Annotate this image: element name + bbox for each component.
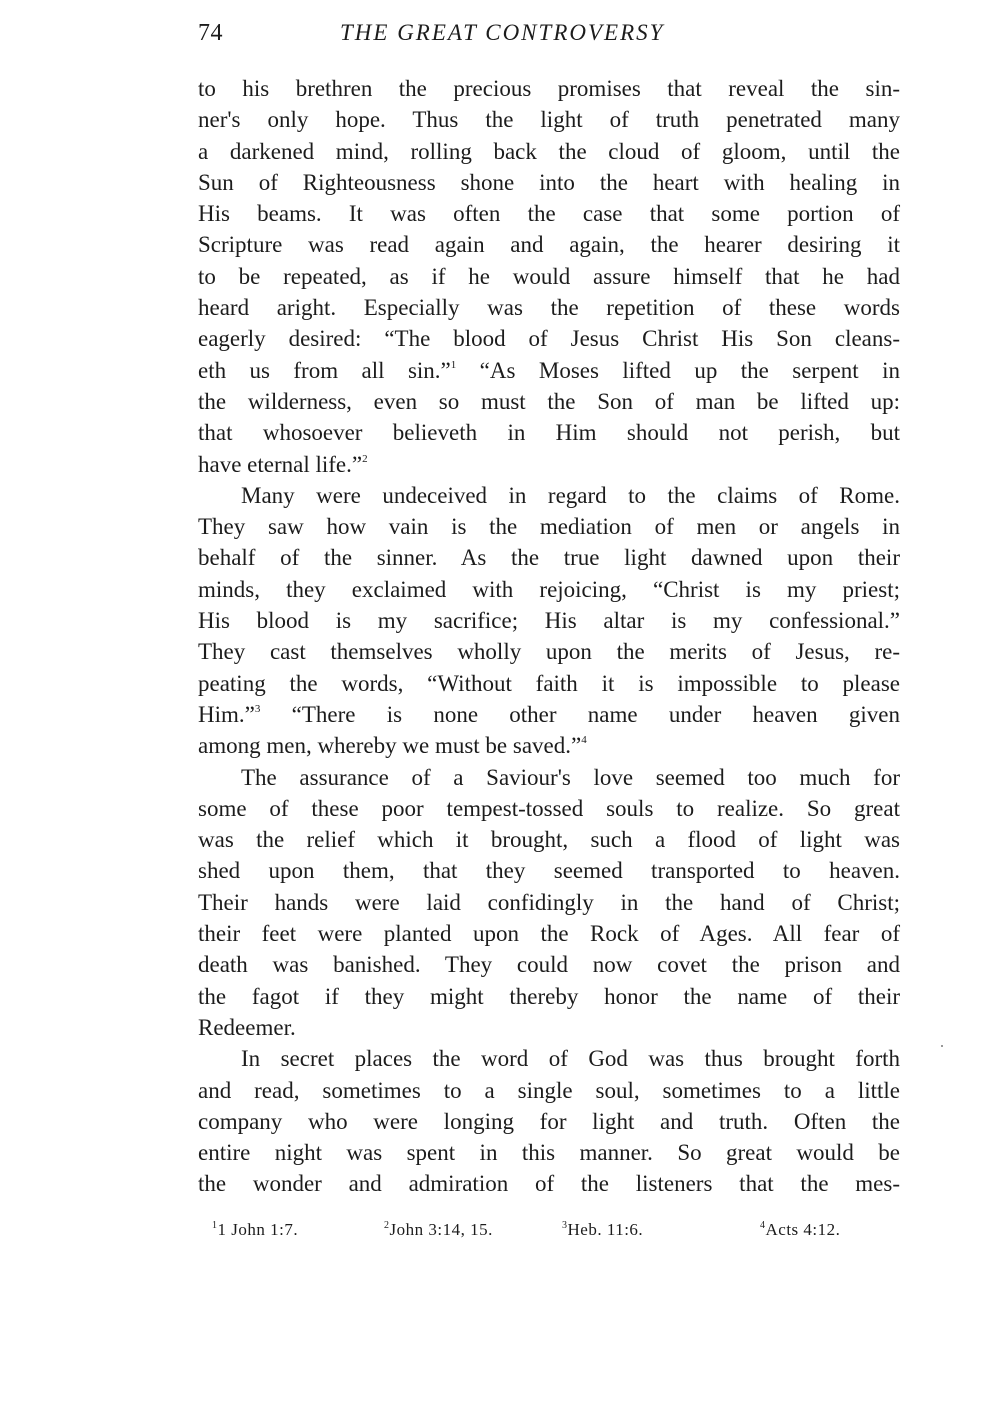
text-line bbox=[198, 762, 900, 793]
text-line bbox=[198, 104, 900, 135]
scan-speck bbox=[941, 1045, 943, 1047]
text-line bbox=[198, 417, 900, 448]
line-text: minds, they exclaimed with rejoicing, “Christ is my priest; bbox=[198, 576, 900, 602]
footnote-1 bbox=[212, 1220, 298, 1240]
footnote-marker: 1 bbox=[450, 358, 457, 371]
footnote-4 bbox=[760, 1220, 840, 1240]
line-text: ner's only hope. Thus the light of truth penetrated many bbox=[198, 107, 900, 133]
text-line bbox=[198, 699, 900, 730]
line-text: among men, whereby we must be saved.” bbox=[198, 733, 582, 759]
footnote-reference: Acts 4:12. bbox=[765, 1220, 841, 1239]
text-line bbox=[198, 386, 900, 417]
text-line bbox=[198, 542, 900, 573]
line-text: a darkened mind, rolling back the cloud of gloom, until the bbox=[198, 138, 900, 164]
line-text: company who were longing for light and truth. Often the bbox=[198, 1108, 900, 1134]
line-text-continued: “There is none other name under heaven given bbox=[260, 701, 900, 727]
line-text: have eternal life.” bbox=[198, 451, 363, 477]
text-line bbox=[198, 1043, 900, 1074]
line-text: was the relief which it brought, such a flood of light was bbox=[198, 827, 900, 853]
line-text: In secret places the word of God was thus brought forth bbox=[241, 1046, 900, 1072]
text-line bbox=[198, 198, 900, 229]
text-line bbox=[198, 981, 900, 1012]
line-text: His beams. It was often the case that some portion of bbox=[198, 201, 900, 227]
line-text: behalf of the sinner. As the true light dawned upon their bbox=[198, 545, 900, 571]
footnote-reference: John 3:14, 15. bbox=[389, 1220, 493, 1239]
line-text: shed upon them, that they seemed transported to heaven. bbox=[198, 858, 900, 884]
text-line bbox=[198, 73, 900, 104]
footnotes bbox=[212, 1220, 892, 1248]
text-line bbox=[198, 261, 900, 292]
text-line bbox=[198, 136, 900, 167]
line-text: Many were undeceived in regard to the claims of Rome. bbox=[241, 482, 900, 508]
line-text: The assurance of a Saviour's love seemed too much for bbox=[241, 764, 900, 790]
line-text: to his brethren the precious promises that reveal the sin- bbox=[198, 76, 900, 101]
body-text bbox=[198, 73, 900, 1200]
line-text: Scripture was read again and again, the hearer desiring it bbox=[198, 232, 900, 258]
running-title: THE GREAT CONTROVERSY bbox=[340, 20, 665, 45]
line-text: entire night was spent in this manner. So great would be bbox=[198, 1140, 900, 1166]
line-text: their feet were planted upon the Rock of Ages. All fear of bbox=[198, 921, 900, 947]
footnote-reference: Heb. 11:6. bbox=[567, 1220, 644, 1239]
text-line bbox=[198, 636, 900, 667]
line-text: Redeemer. bbox=[198, 1014, 296, 1040]
text-line bbox=[198, 1075, 900, 1106]
text-line bbox=[198, 855, 900, 886]
line-text: that whosoever believeth in Him should not perish, but bbox=[198, 420, 900, 446]
text-line bbox=[198, 355, 900, 386]
line-text: the wilderness, even so must the Son of man be lifted up: bbox=[198, 388, 900, 414]
text-line bbox=[198, 793, 900, 824]
text-line bbox=[198, 1106, 900, 1137]
page-number: 74 bbox=[198, 20, 223, 46]
text-line bbox=[198, 887, 900, 918]
text-line bbox=[198, 511, 900, 542]
line-text: death was banished. They could now covet the prison and bbox=[198, 952, 900, 978]
text-line bbox=[198, 449, 900, 480]
text-line bbox=[198, 574, 900, 605]
text-line bbox=[198, 229, 900, 260]
line-text: Him.” bbox=[198, 701, 255, 727]
line-text: and read, sometimes to a single soul, sometimes to a little bbox=[198, 1077, 900, 1103]
line-text: Sun of Righteousness shone into the heart with healing in bbox=[198, 169, 900, 195]
text-line bbox=[198, 605, 900, 636]
text-line bbox=[198, 1168, 900, 1199]
line-text: the wonder and admiration of the listeners that the mes- bbox=[198, 1171, 900, 1197]
footnote-marker: 3 bbox=[254, 702, 261, 715]
footnote-3 bbox=[562, 1220, 643, 1240]
line-text: eth us from all sin.” bbox=[198, 357, 451, 383]
footnote-mark: 1 bbox=[212, 1220, 218, 1231]
text-line bbox=[198, 1137, 900, 1168]
footnote-reference: 1 John 1:7. bbox=[217, 1220, 299, 1239]
text-line bbox=[198, 949, 900, 980]
line-text-continued: “As Moses lifted up the serpent in bbox=[456, 357, 900, 383]
line-text: heard aright. Especially was the repetition of these words bbox=[198, 295, 900, 321]
line-text: to be repeated, as if he would assure himself that he had bbox=[198, 263, 900, 289]
text-line bbox=[198, 918, 900, 949]
footnote-mark: 4 bbox=[760, 1220, 766, 1231]
text-line bbox=[198, 1012, 900, 1043]
line-text: They saw how vain is the mediation of men or angels in bbox=[198, 514, 900, 540]
line-text: peating the words, “Without faith it is impossible to please bbox=[198, 670, 900, 696]
text-line bbox=[198, 668, 900, 699]
footnote-mark: 3 bbox=[562, 1220, 568, 1231]
text-line bbox=[198, 292, 900, 323]
line-text: Their hands were laid confidingly in the hand of Christ; bbox=[198, 889, 900, 915]
text-line bbox=[198, 167, 900, 198]
text-line bbox=[198, 323, 900, 354]
page-header bbox=[198, 20, 900, 56]
line-text: eagerly desired: “The blood of Jesus Christ His Son cleans- bbox=[198, 326, 900, 352]
line-text: the fagot if they might thereby honor the name of their bbox=[198, 983, 900, 1009]
text-line bbox=[198, 480, 900, 511]
text-line bbox=[198, 730, 900, 761]
footnote-mark: 2 bbox=[384, 1220, 390, 1231]
line-text: They cast themselves wholly upon the merits of Jesus, re- bbox=[198, 639, 900, 665]
line-text: some of these poor tempest-tossed souls to realize. So great bbox=[198, 795, 900, 821]
line-text: His blood is my sacrifice; His altar is my confessional.” bbox=[198, 608, 900, 634]
text-line bbox=[198, 824, 900, 855]
footnote-2 bbox=[384, 1220, 493, 1240]
footnote-marker: 4 bbox=[581, 734, 587, 747]
footnote-marker: 2 bbox=[362, 452, 368, 465]
